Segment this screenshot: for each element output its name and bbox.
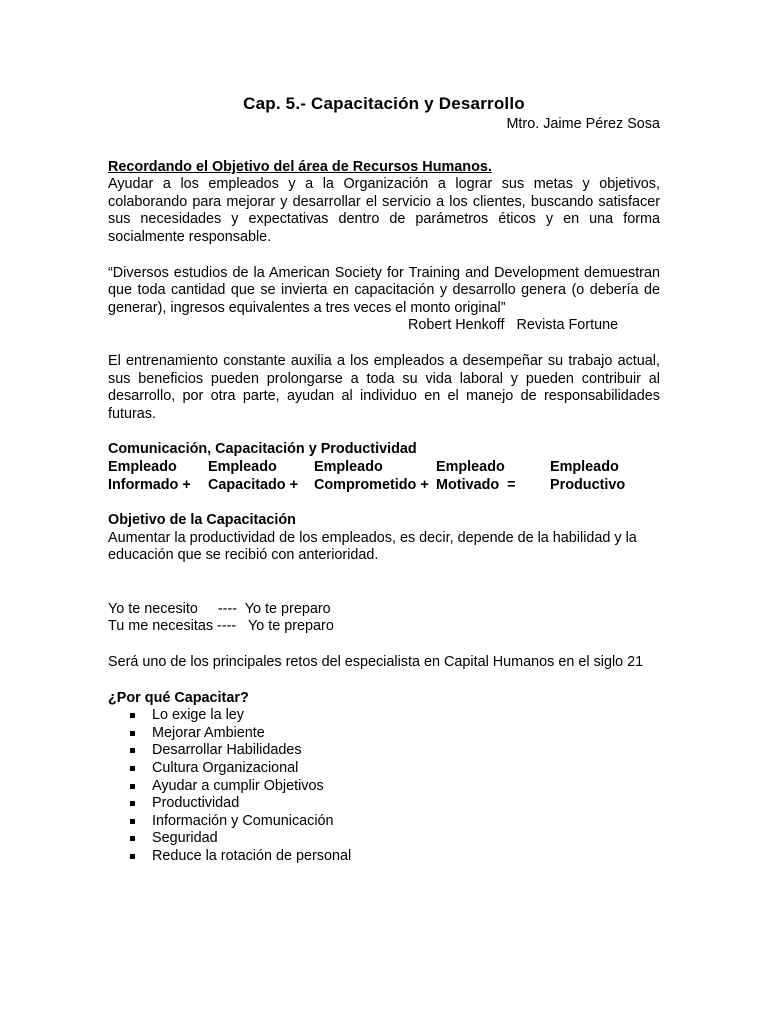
document-page: [108, 94, 660, 866]
equation-cell: Motivado =: [436, 476, 516, 493]
objective-heading: Objetivo de la Capacitación: [108, 512, 296, 529]
section-heading-objetivo-rh: Recordando el Objetivo del área de Recursos Humanos.: [108, 158, 492, 175]
page-title: Cap. 5.- Capacitación y Desarrollo: [243, 94, 525, 113]
equation-row-1: [108, 459, 660, 477]
author-line: Mtro. Jaime Pérez Sosa: [506, 116, 660, 132]
equation-cell: Empleado: [108, 458, 177, 475]
why-list: [108, 707, 660, 865]
equation-cell: Capacitado +: [208, 476, 298, 493]
list-item: Cultura Organizacional: [128, 760, 660, 778]
equation-cell: Empleado: [208, 458, 277, 475]
equation-cell: Informado +: [108, 476, 191, 493]
quote-text: “Diversos estudios de la American Society for Training and Development demuestran que toda cantidad que se invierta en capacitación y desarrollo genera (o debería de generar), ingresos equivalentes a tres veces el monto original”: [108, 264, 660, 316]
equation-cell: Comprometido +: [314, 476, 429, 493]
dialog-line-1: Yo te necesito ---- Yo te preparo: [108, 600, 331, 617]
list-item: Seguridad: [128, 830, 660, 848]
equation-cell: Empleado: [436, 458, 505, 475]
equation-cell: Empleado: [550, 458, 619, 475]
objective-text: Aumentar la productividad de los empleados, es decir, depende de la habilidad y la educación que se recibió con anterioridad.: [108, 529, 637, 564]
list-item: Reduce la rotación de personal: [128, 848, 660, 866]
why-heading: ¿Por qué Capacitar?: [108, 689, 249, 706]
equation-row-2: [108, 477, 660, 495]
list-item: Ayudar a cumplir Objetivos: [128, 778, 660, 796]
equation-cell: Empleado: [314, 458, 383, 475]
paragraph-entrenamiento: El entrenamiento constante auxilia a los empleados a desempeñar su trabajo actual, sus beneficios pueden prolongarse a toda su vida laboral y pueden contribuir al desarrollo, por otra parte, ayudan al individuo en el manejo de responsabilidades futuras.: [108, 352, 660, 422]
equation-cell: Productivo: [550, 476, 626, 493]
list-item: Mejorar Ambiente: [128, 725, 660, 743]
list-item: Productividad: [128, 795, 660, 813]
list-item: Desarrollar Habilidades: [128, 742, 660, 760]
challenge-text: Será uno de los principales retos del especialista en Capital Humanos en el siglo 21: [108, 654, 644, 671]
dialog-line-2: Tu me necesitas ---- Yo te preparo: [108, 618, 334, 635]
quote-attribution: Robert Henkoff Revista Fortune: [408, 317, 619, 334]
equation-heading: Comunicación, Capacitación y Productividad: [108, 441, 417, 458]
list-item: Lo exige la ley: [128, 707, 660, 725]
section-text-objetivo-rh: Ayudar a los empleados y a la Organización a lograr sus metas y objetivos, colaborando para mejorar y desarrollar el servicio a los clientes, buscando satisfacer sus necesidades y expectativas dentro de parámetros éticos y en una forma socialmente responsable.: [108, 176, 660, 245]
list-item: Información y Comunicación: [128, 813, 660, 831]
